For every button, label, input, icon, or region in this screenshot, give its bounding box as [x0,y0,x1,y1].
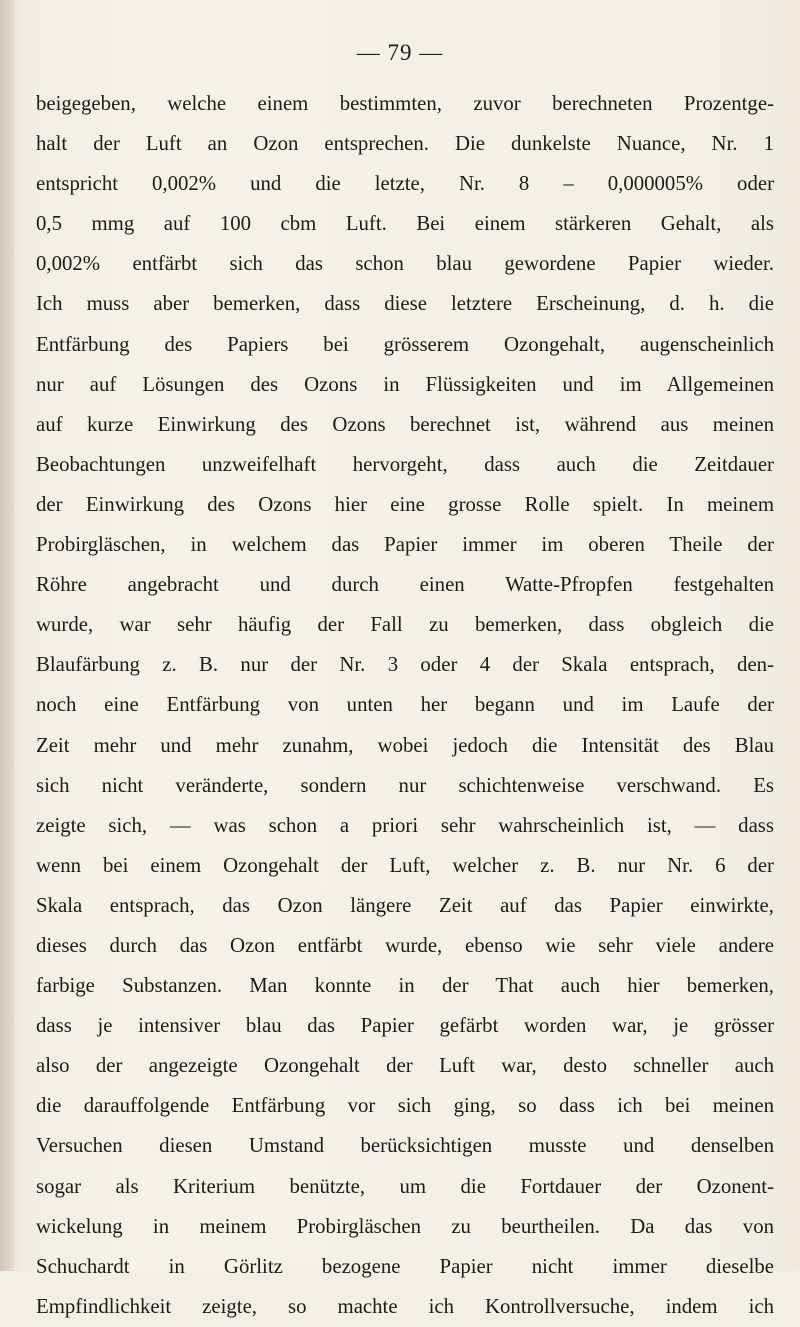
page-number: — 79 — [356,40,444,65]
text-line: Ich muss aber bemerken, dass diese letztere Erscheinung, d. h. die [36,292,774,316]
body-text [36,84,774,1327]
text-line: 0,002% entfärbt sich das schon blau gewordene Papier wieder. [36,252,774,276]
page-binding-edge [0,0,14,1271]
text-line: der Einwirkung des Ozons hier eine grosse Rolle spielt. In meinem [36,492,774,516]
text-line: dass je intensiver blau das Papier gefärbt worden war, je grösser [36,1014,774,1038]
text-line: entspricht 0,002% und die letzte, Nr. 8 – 0,000005% oder [36,172,774,196]
text-line: also der angezeigte Ozongehalt der Luft war, desto schneller auch [36,1054,774,1078]
text-line: Schuchardt in Görlitz bezogene Papier nicht immer dieselbe [36,1254,774,1278]
text-line: wenn bei einem Ozongehalt der Luft, welcher z. B. nur Nr. 6 der [36,853,774,877]
text-line: beigegeben, welche einem bestimmten, zuvor berechneten Prozentge- [36,92,774,115]
text-line: Beobachtungen unzweifelhaft hervorgeht, dass auch die Zeitdauer [36,452,774,476]
text-line: sich nicht veränderte, sondern nur schichtenweise verschwand. Es [36,773,774,797]
text-line: zeigte sich, — was schon a priori sehr wahrscheinlich ist, — dass [36,813,774,837]
text-line: Röhre angebracht und durch einen Watte-Pfropfen festgehalten [36,573,774,597]
text-line: sogar als Kriterium benützte, um die Fortdauer der Ozonent- [36,1174,774,1198]
text-line: Entfärbung des Papiers bei grösserem Ozongehalt, augenscheinlich [36,332,774,356]
text-line: auf kurze Einwirkung des Ozons berechnet ist, während aus meinen [36,412,774,436]
text-line: dieses durch das Ozon entfärbt wurde, ebenso wie sehr viele andere [36,933,774,957]
text-line: Zeit mehr und mehr zunahm, wobei jedoch die Intensität des Blau [36,733,774,757]
text-line: farbige Substanzen. Man konnte in der That auch hier bemerken, [36,974,774,998]
text-line: Probirgläschen, in welchem das Papier immer im oberen Theile der [36,533,774,557]
text-line: Skala entsprach, das Ozon längere Zeit auf das Papier einwirkte, [36,893,774,917]
text-line: halt der Luft an Ozon entsprechen. Die dunkelste Nuance, Nr. 1 [36,132,774,156]
text-line: Blaufärbung z. B. nur der Nr. 3 oder 4 der Skala entsprach, den- [36,653,774,677]
text-line: Empfindlichkeit zeigte, so machte ich Kontrollversuche, indem ich [36,1294,774,1318]
text-line: Versuchen diesen Umstand berücksichtigen musste und denselben [36,1134,774,1158]
text-line: noch eine Entfärbung von unten her begann und im Laufe der [36,693,774,717]
text-line: wurde, war sehr häufig der Fall zu bemerken, dass obgleich die [36,613,774,637]
text-line: die darauffolgende Entfärbung vor sich ging, so dass ich bei meinen [36,1094,774,1118]
text-line: nur auf Lösungen des Ozons in Flüssigkeiten und im Allgemeinen [36,372,774,396]
text-line: wickelung in meinem Probirgläschen zu beurtheilen. Da das von [36,1214,774,1238]
text-line: 0,5 mmg auf 100 cbm Luft. Bei einem stärkeren Gehalt, als [36,212,774,236]
